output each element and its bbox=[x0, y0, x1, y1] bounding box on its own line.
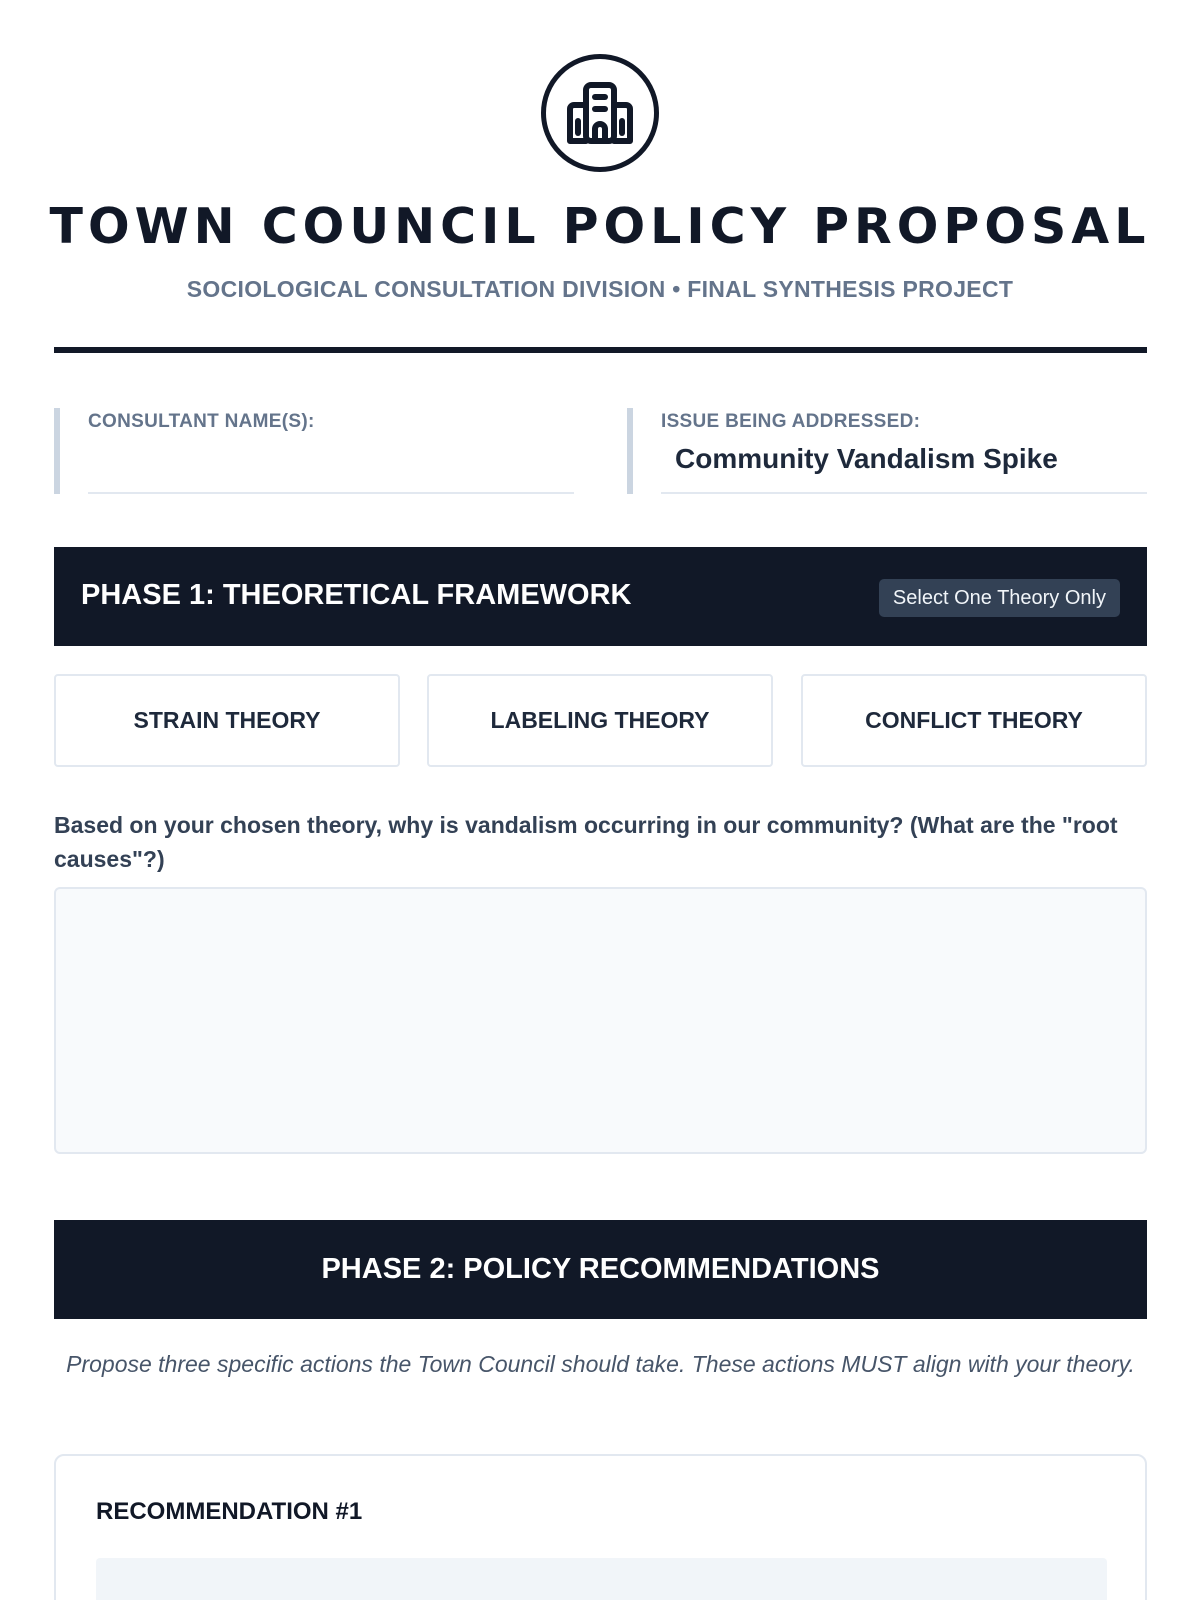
theory-option-labeling[interactable]: LABELING THEORY bbox=[427, 674, 773, 767]
phase2-header: PHASE 2: POLICY RECOMMENDATIONS bbox=[54, 1220, 1147, 1319]
consultant-name-field[interactable] bbox=[54, 408, 574, 494]
recommendation-card bbox=[54, 1454, 1147, 1600]
building-icon bbox=[541, 54, 659, 172]
select-one-badge: Select One Theory Only bbox=[879, 579, 1120, 617]
theory-option-conflict[interactable]: CONFLICT THEORY bbox=[801, 674, 1147, 767]
issue-value[interactable]: Community Vandalism Spike bbox=[675, 443, 1058, 474]
recommendation-title: RECOMMENDATION #1 bbox=[96, 1498, 363, 1525]
phase1-title: PHASE 1: THEORETICAL FRAMEWORK bbox=[81, 579, 632, 611]
phase1-header bbox=[54, 547, 1147, 646]
consultant-name-underline bbox=[88, 492, 574, 494]
issue-label: ISSUE BEING ADDRESSED: bbox=[661, 411, 921, 432]
header-divider bbox=[54, 347, 1147, 353]
phase2-instructions: Propose three specific actions the Town Council should take. These actions MUST align with your theory. bbox=[66, 1351, 1135, 1377]
issue-underline bbox=[661, 492, 1147, 494]
consultant-name-label: CONSULTANT NAME(S): bbox=[88, 411, 315, 432]
recommendation-answer-box[interactable] bbox=[96, 1558, 1107, 1600]
root-causes-question: Based on your chosen theory, why is vandalism occurring in our community? (What are the "root causes"?) bbox=[54, 812, 1118, 872]
theory-option-strain[interactable]: STRAIN THEORY bbox=[54, 674, 400, 767]
issue-field[interactable] bbox=[627, 408, 1147, 494]
page-subtitle: SOCIOLOGICAL CONSULTATION DIVISION • FINAL SYNTHESIS PROJECT bbox=[186, 276, 1014, 302]
root-causes-answer-box[interactable] bbox=[54, 887, 1147, 1154]
page-title: TOWN COUNCIL POLICY PROPOSAL bbox=[49, 198, 1151, 255]
